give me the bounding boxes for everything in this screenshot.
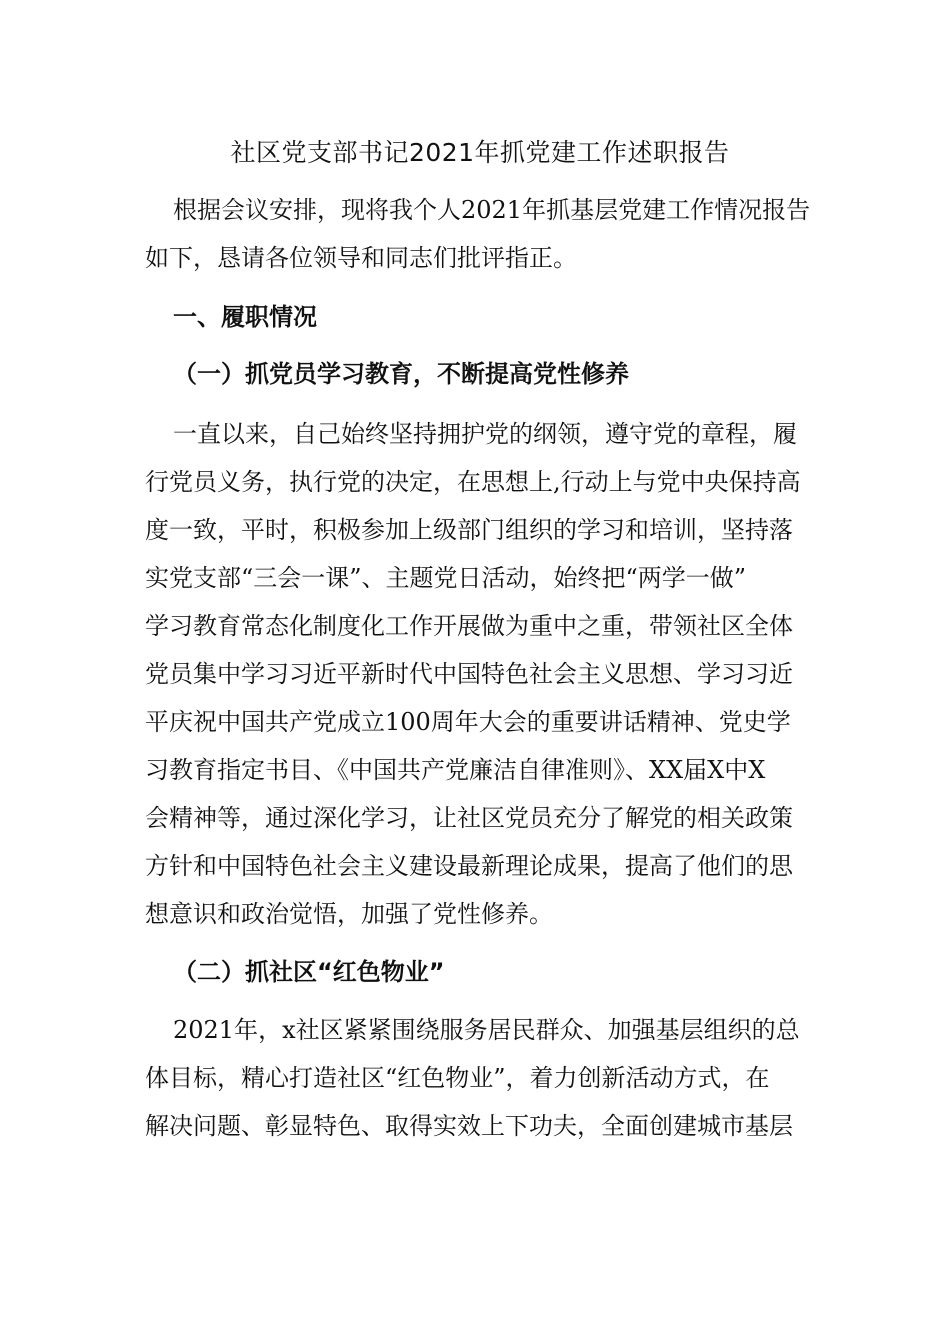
subsection-heading: （二）抓社区“红色物业” [173,958,445,986]
paragraph-line: 会精神等，通过深化学习，让社区党员充分了解党的相关政策 [145,804,793,832]
paragraph-line: 方针和中国特色社会主义建设最新理论成果，提高了他们的思 [145,852,793,880]
paragraph-line: 2021年，x社区紧紧围绕服务居民群众、加强基层组织的总 [173,1016,800,1044]
paragraph-line: 平庆祝中国共产党成立100周年大会的重要讲话精神、党史学 [145,708,791,736]
paragraph-line: 实党支部“三会一课”、主题党日活动，始终把“两学一做” [145,564,747,592]
intro-line: 如下，恳请各位领导和同志们批评指正。 [145,244,577,272]
paragraph-line: 度一致，平时，积极参加上级部门组织的学习和培训，坚持落 [145,516,793,544]
paragraph-line: 学习教育常态化制度化工作开展做为重中之重，带领社区全体 [145,612,793,640]
paragraph-line: 习教育指定书目、《中国共产党廉洁自律准则》、XX届X中X [145,756,766,784]
paragraph-line: 体目标，精心打造社区“红色物业”，着力创新活动方式，在 [145,1064,770,1092]
paragraph-line: 行党员义务，执行党的决定，在思想上,行动上与党中央保持高 [145,468,801,496]
subsection-heading: （一）抓党员学习教育，不断提高党性修养 [173,360,629,388]
intro-line: 根据会议安排，现将我个人2021年抓基层党建工作情况报告 [173,196,811,224]
paragraph-line: 解决问题、彰显特色、取得实效上下功夫，全面创建城市基层 [145,1112,793,1140]
paragraph-line: 党员集中学习习近平新时代中国特色社会主义思想、学习习近 [145,660,793,688]
paragraph-line: 想意识和政治觉悟，加强了党性修养。 [145,900,553,928]
section-heading: 一、履职情况 [173,303,317,331]
document-title: 社区党支部书记2021年抓党建工作述职报告 [230,138,730,167]
paragraph-line: 一直以来，自己始终坚持拥护党的纲领，遵守党的章程，履 [173,420,797,448]
